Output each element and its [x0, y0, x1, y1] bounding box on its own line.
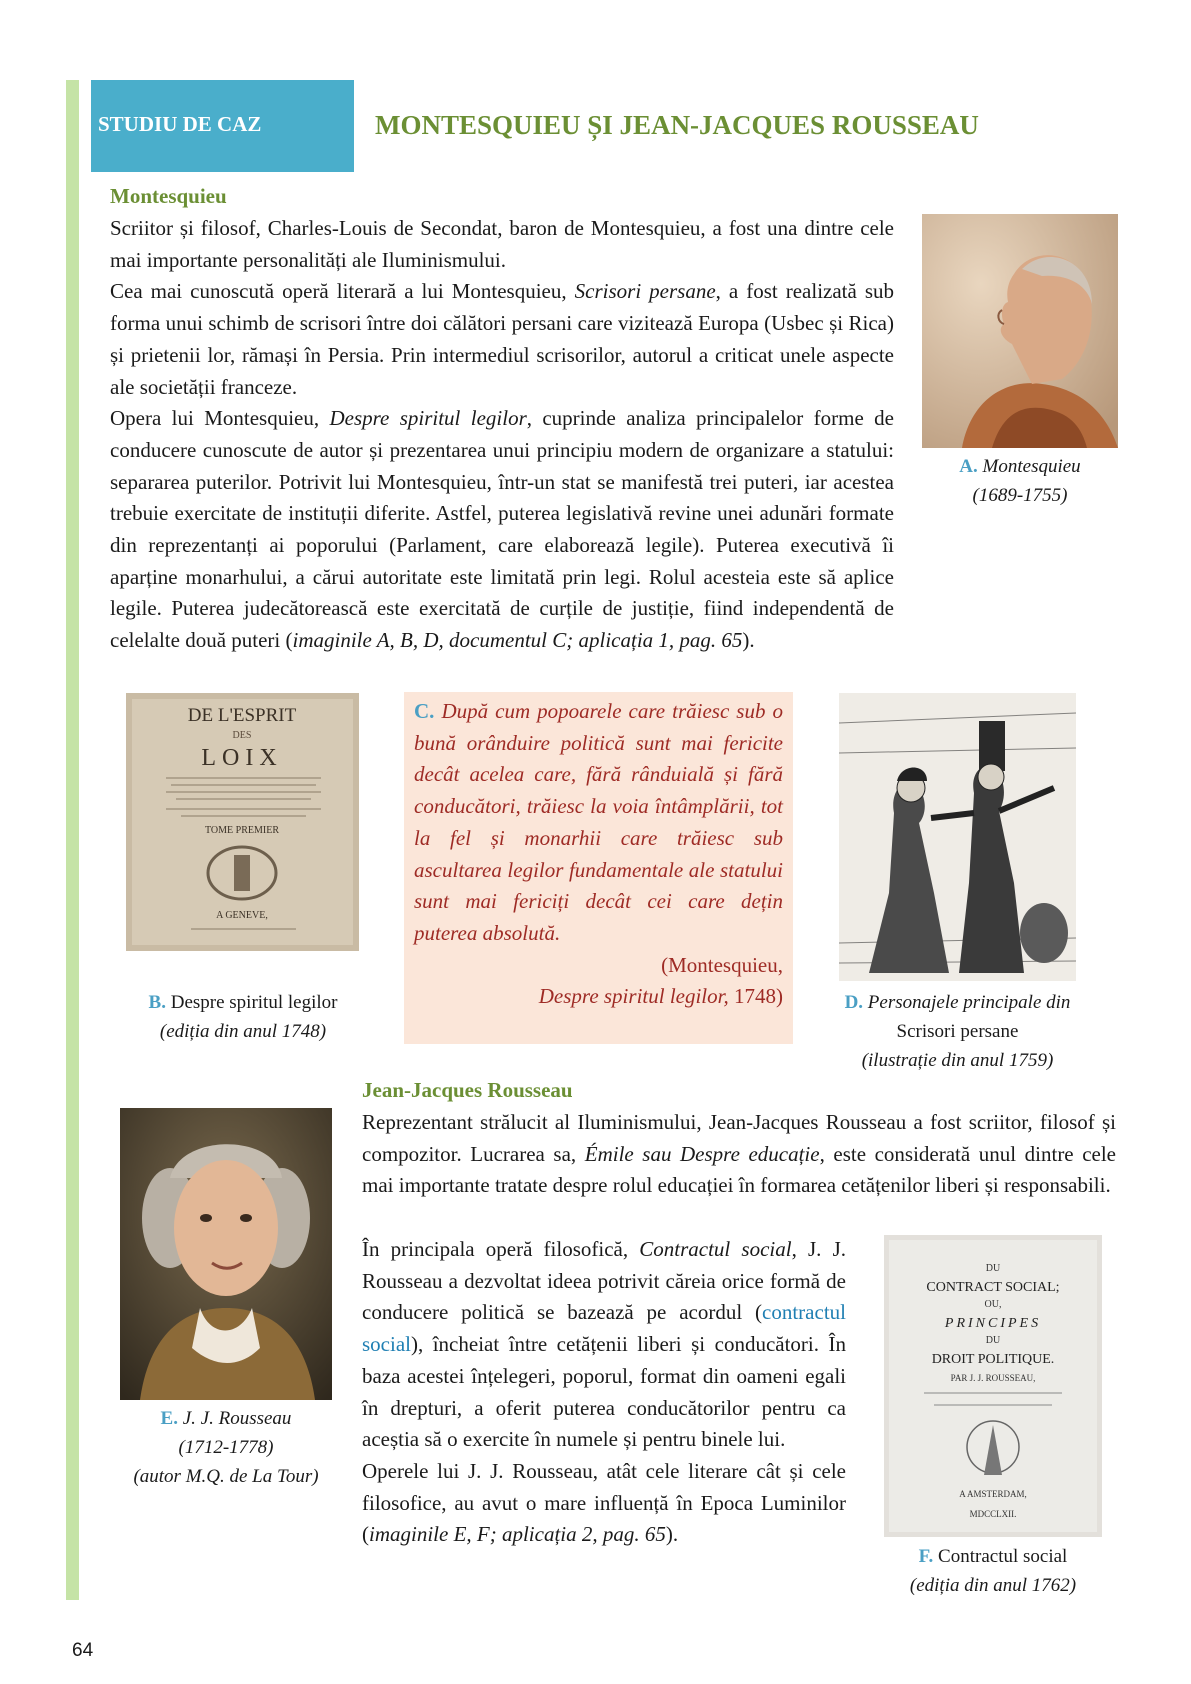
caption-a-dates [905, 481, 1135, 510]
rousseau-heading: Jean-Jacques Rousseau [362, 1078, 573, 1102]
text-run: , J. J. Rousseau a dezvoltat ideea potrivit căreia orice formă de conducere politică se bazează pe acordul ( [362, 1237, 846, 1325]
work-title: Contractul social [639, 1237, 792, 1261]
esprit-des-loix-cover [126, 693, 359, 951]
caption-e-dates [95, 1433, 357, 1462]
montesquieu-heading: Montesquieu [110, 184, 227, 208]
book-b-line-2: DES [232, 730, 252, 741]
rousseau-paragraph-2 [362, 1234, 846, 1456]
caption-label: A. [959, 456, 978, 477]
montesquieu-portrait [922, 214, 1118, 448]
caption-text: (ediția din anul 1748) [159, 1021, 327, 1042]
quote-source-work: Despre spiritul legilor, [538, 983, 729, 1008]
book-b-line-1: DE L'ESPRIT [187, 705, 297, 726]
caption-a [905, 452, 1135, 510]
book-f-line-9: MDCCLXII. [969, 1509, 1017, 1519]
quote-source-year: 1748) [728, 983, 783, 1008]
book-f-line-5: DU [985, 1335, 1001, 1346]
caption-text: Despre spiritul legilor [170, 992, 338, 1013]
quote-text [414, 696, 783, 950]
section-tag [91, 80, 354, 172]
book-b-line-3: LOIX [201, 745, 283, 771]
caption-b-line [118, 988, 368, 1017]
caption-label: D. [844, 992, 864, 1013]
montesquieu-paragraph-1: Scriitor și filosof, Charles-Louis de Secondat, baron de Montesquieu, a fost una dintre cele mai importante personalități ale Iluminismului. [110, 216, 894, 272]
caption-b [118, 988, 368, 1046]
caption-text: J. J. Rousseau [182, 1408, 292, 1429]
key-term: contractul social [362, 1300, 846, 1357]
quote-source-author: (Montesquieu, [661, 952, 783, 977]
caption-text: Montesquieu [982, 456, 1081, 477]
text-run: Operele lui J. J. Rousseau, atât cele literare cât și cele filosofice, au avut o mare influență în Epoca Luminilor ( [362, 1458, 846, 1547]
document-c-quote [404, 692, 793, 1044]
caption-label: E. [160, 1408, 178, 1429]
text-run: , a fost realizată sub forma unui schimb de scrisori între doi călători persani care vizitează Europa (Usbec și Rica) și prietenii lor, rămași în Persia. Prin intermediul scrisorilor, autorul a criticat unele aspecte ale societății franceze. [110, 279, 895, 399]
caption-f [868, 1542, 1118, 1600]
rousseau-portrait [120, 1108, 332, 1400]
caption-text: Personajele principale din [867, 992, 1071, 1013]
caption-d-line [825, 988, 1090, 1017]
text-run: ). [665, 1522, 679, 1547]
book-b-line-5: A GENEVE, [216, 910, 268, 921]
quote-source-work-line [414, 981, 783, 1012]
caption-a-line [905, 452, 1135, 481]
montesquieu-paragraph-2 [110, 276, 894, 403]
book-f-line-3: OU, [984, 1299, 1002, 1310]
quote-body: După cum popoarele care trăiesc sub o bună orânduire politică sunt mai fericite decât acelea care, fără rânduială și fără conducători, trăiesc la voia întâmplării, tot la fel și monarhii care trăiesc sub ascultarea legilor fundamentale ale statului sunt mai fericiți decât cei care dețin puterea absolută. [414, 699, 783, 945]
caption-e [95, 1404, 357, 1491]
quote-label: C. [414, 699, 435, 723]
caption-f-edition [868, 1571, 1118, 1600]
text-run: Opera lui Montesquieu, [110, 406, 330, 431]
persian-characters-engraving [839, 693, 1076, 981]
page-title: MONTESQUIEU ȘI JEAN-JACQUES ROUSSEAU [375, 110, 979, 140]
caption-text: (ediția din anul 1762) [909, 1575, 1077, 1596]
caption-d-work: Scrisori persane [896, 1021, 1019, 1042]
rousseau-text-column [362, 1234, 846, 1551]
book-f-line-1: DU [985, 1263, 1001, 1274]
cross-reference: imaginile A, B, D, documentul C; aplicația 1, pag. 65 [292, 628, 743, 653]
cross-reference: imaginile E, F; aplicația 2, pag. 65 [369, 1522, 666, 1547]
text-run: În principala operă filosofică, [362, 1237, 640, 1261]
caption-e-line [95, 1404, 357, 1433]
caption-b-edition [118, 1017, 368, 1046]
book-f-line-4: PRINCIPES [944, 1316, 1042, 1331]
caption-label: F. [918, 1546, 934, 1567]
caption-d [825, 988, 1090, 1075]
text-run: Reprezentant strălucit al Iluminismului, Jean-Jacques Rousseau a fost scriitor, filosof și compozitor. Lucrarea sa, [362, 1110, 1116, 1166]
text-run: ), încheiat între cetățenii liberi și conducători. În baza acestei înțelegeri, poporul, format din oameni egali în drepturi, a oferit puterea conducătorilor pentru ca aceștia să o exercite în numele și pentru binele lui. [362, 1332, 846, 1452]
contract-social-cover [884, 1235, 1102, 1537]
caption-f-line [868, 1542, 1118, 1571]
margin-accent-bar [66, 80, 79, 1600]
book-f-line-8: A AMSTERDAM, [959, 1489, 1027, 1499]
rousseau-paragraph-3 [362, 1456, 846, 1551]
book-f-line-7: PAR J. J. ROUSSEAU, [950, 1373, 1036, 1383]
book-f-line-2: CONTRACT SOCIAL; [926, 1280, 1060, 1295]
caption-e-author [95, 1462, 357, 1491]
caption-text: (autor M.Q. de La Tour) [133, 1466, 319, 1487]
book-b-line-4: TOME PREMIER [205, 825, 279, 836]
montesquieu-paragraph-3 [110, 403, 894, 657]
text-run: , este considerată unul dintre cele mai importante tratate despre rolul educației în formarea cetățenilor liberi și responsabili. [362, 1141, 1116, 1198]
rousseau-paragraph-1 [362, 1107, 1116, 1202]
caption-label: B. [148, 992, 166, 1013]
text-run: , cuprinde analiza principalelor forme de conducere cunoscute de autor și prezentarea unui principiu modern de organizare a statului: separarea puterilor. Potrivit lui Montesquieu, într-un stat se manifestă trei puteri, iar acestea trebuie exercitate de instituții diferite. Astfel, puterea legislativă revine unei adunări formate din reprezentanți ai poporului (Parlament, care elaborează legile). Puterea executivă îi aparține monarhului, a cărui autoritate este limitată prin legi. Rolul acesteia este să aplice legile. Puterea judecătorească este exercitată de curțile de justiție, fiind independentă de celelalte două puteri ( [110, 406, 894, 653]
work-title: Despre spiritul legilor [329, 406, 527, 431]
caption-text: (ilustrație din anul 1759) [861, 1050, 1054, 1071]
montesquieu-text [110, 213, 894, 657]
caption-text: Contractul social [938, 1546, 1068, 1567]
text-run: Cea mai cunoscută operă literară a lui Montesquieu, [110, 279, 575, 304]
text-run: ). [742, 628, 755, 653]
book-f-line-6: DROIT POLITIQUE. [931, 1352, 1055, 1367]
caption-text: (1712-1778) [178, 1437, 274, 1458]
caption-text: (1689-1755) [972, 485, 1068, 506]
work-title: Émile sau Despre educație [584, 1141, 820, 1166]
page-number: 64 [72, 1640, 94, 1661]
section-tag-label: STUDIU DE CAZ [98, 112, 262, 136]
work-title: Scrisori persane [574, 279, 716, 304]
quote-source [414, 950, 783, 1012]
caption-d-note [825, 1046, 1090, 1075]
